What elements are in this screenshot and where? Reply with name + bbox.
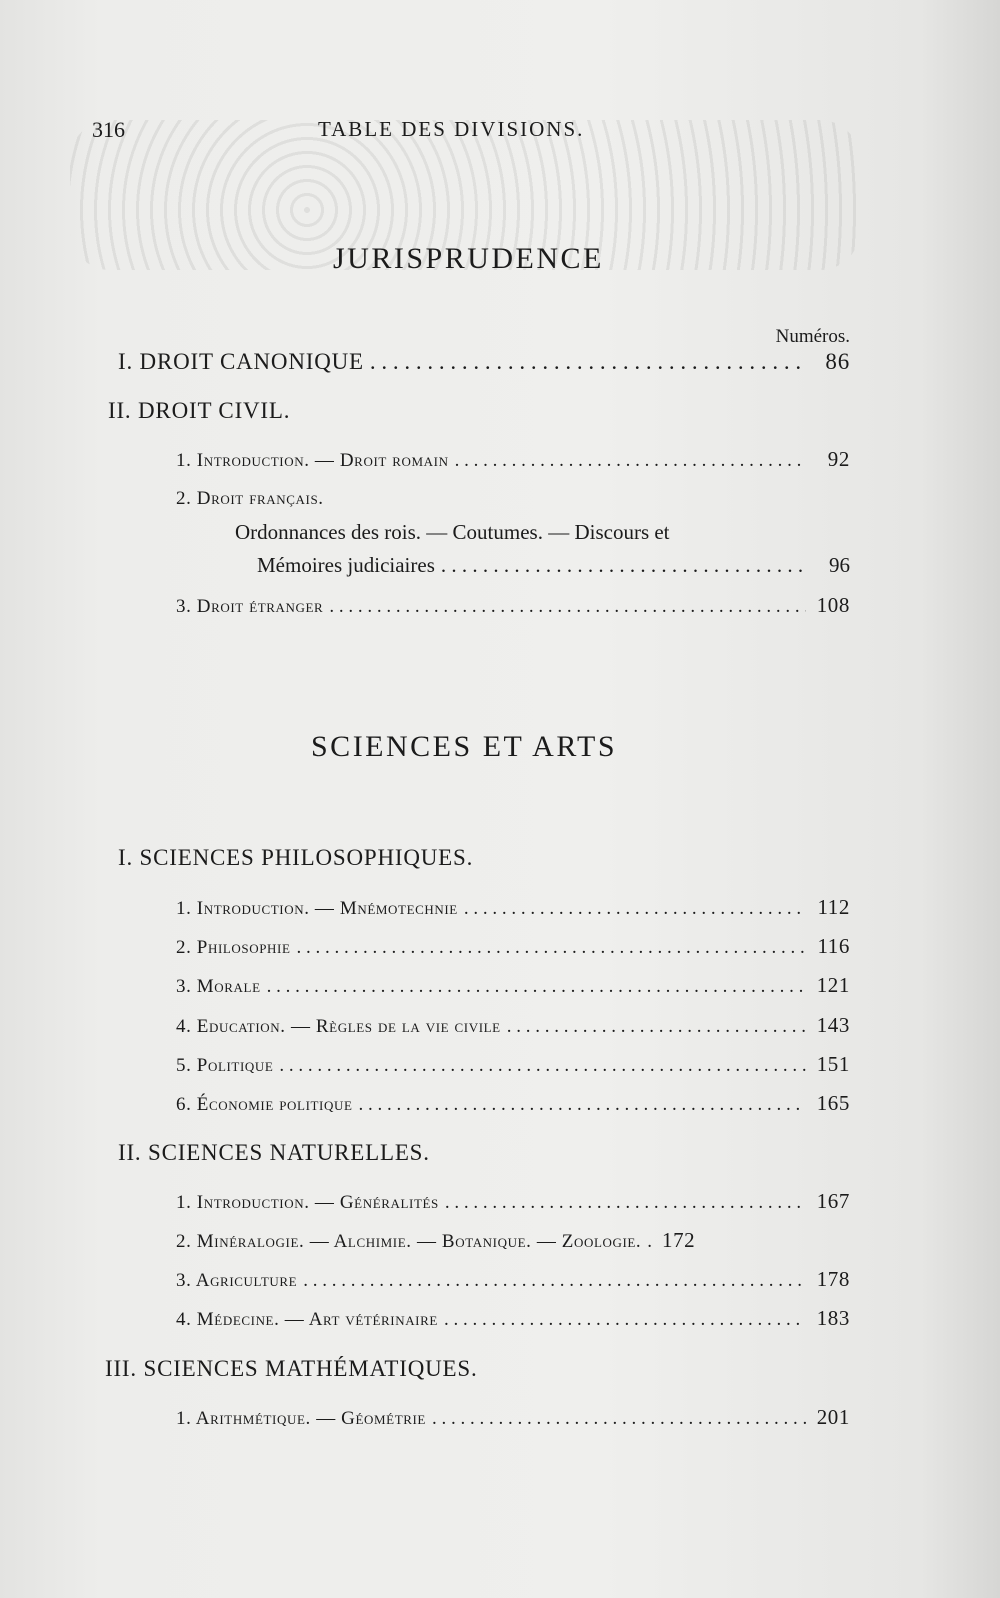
toc-label: 3. Droit étranger bbox=[176, 596, 324, 617]
leader-dots bbox=[329, 596, 806, 618]
toc-number: 201 bbox=[816, 1405, 850, 1429]
toc-entry bbox=[176, 973, 850, 998]
toc-number: 165 bbox=[816, 1091, 850, 1115]
toc-label: 3. Morale bbox=[176, 976, 261, 997]
running-title: TABLE DES DIVISIONS. bbox=[318, 117, 585, 141]
toc-number: 167 bbox=[816, 1189, 850, 1213]
toc-number: 151 bbox=[816, 1052, 850, 1076]
toc-entry bbox=[176, 447, 850, 472]
toc-entry bbox=[176, 1052, 850, 1077]
toc-label: 4. Education. — Règles de la vie civile bbox=[176, 1016, 501, 1037]
toc-number: 172 bbox=[661, 1228, 696, 1252]
leader-dots bbox=[267, 976, 806, 998]
toc-entry bbox=[176, 1091, 850, 1116]
page-number: 316 bbox=[92, 117, 125, 142]
leader-dots bbox=[507, 1016, 806, 1038]
leader-dots bbox=[441, 553, 806, 578]
leader-dots bbox=[279, 1055, 806, 1077]
leader-dots bbox=[647, 1231, 651, 1253]
leader-dots bbox=[464, 898, 806, 920]
toc-label: 1. Introduction. — Mnémotechnie bbox=[176, 898, 458, 919]
toc-number: 112 bbox=[817, 895, 850, 919]
toc-label: 4. Médecine. — Art vétérinaire bbox=[176, 1309, 438, 1330]
toc-number: 92 bbox=[827, 447, 850, 471]
toc-number: 86 bbox=[825, 349, 850, 374]
toc-text-line: Ordonnances des rois. — Coutumes. — Discours et bbox=[235, 520, 670, 544]
toc-entry bbox=[176, 1189, 850, 1214]
toc-entry bbox=[176, 895, 850, 920]
toc-entry bbox=[176, 934, 850, 959]
leader-dots bbox=[297, 937, 806, 959]
toc-label: 2. Minéralogie. — Alchimie. — Botanique. — Zoologie. bbox=[176, 1231, 642, 1252]
toc-label: 6. Économie politique bbox=[176, 1094, 353, 1115]
toc-number: 178 bbox=[816, 1267, 850, 1291]
toc-number: 143 bbox=[816, 1013, 850, 1037]
toc-entry bbox=[176, 1228, 850, 1253]
leader-dots bbox=[303, 1270, 806, 1292]
leader-dots bbox=[359, 1094, 807, 1116]
toc-entry bbox=[176, 1306, 850, 1331]
section-title-sciences: SCIENCES ET ARTS bbox=[311, 730, 618, 763]
toc-entry bbox=[118, 349, 850, 375]
leader-dots bbox=[444, 1309, 806, 1331]
toc-label: 2. Philosophie bbox=[176, 937, 291, 958]
toc-entry bbox=[257, 553, 850, 578]
toc-number: 108 bbox=[816, 593, 850, 617]
toc-entry bbox=[176, 1013, 850, 1038]
column-label-numeros: Numéros. bbox=[775, 326, 850, 347]
toc-heading: I. SCIENCES PHILOSOPHIQUES. bbox=[118, 845, 474, 870]
leader-dots bbox=[370, 349, 806, 375]
toc-heading: II. SCIENCES NATURELLES. bbox=[118, 1140, 430, 1165]
leader-dots bbox=[445, 1192, 806, 1214]
toc-heading: III. SCIENCES MATHÉMATIQUES. bbox=[105, 1356, 478, 1381]
toc-label: 5. Politique bbox=[176, 1055, 274, 1076]
toc-label: Mémoires judiciaires bbox=[257, 553, 435, 577]
toc-label: I. DROIT CANONIQUE bbox=[118, 349, 364, 374]
toc-heading: II. DROIT CIVIL. bbox=[108, 398, 291, 423]
leader-dots bbox=[432, 1408, 806, 1430]
toc-label: 1. Introduction. — Généralités bbox=[176, 1192, 439, 1213]
toc-entry bbox=[176, 593, 850, 618]
toc-label: 1. Arithmétique. — Géométrie bbox=[176, 1408, 426, 1429]
toc-label: 3. Agriculture bbox=[176, 1270, 298, 1291]
toc-number: 96 bbox=[829, 553, 850, 577]
toc-number: 121 bbox=[816, 973, 850, 997]
section-title-jurisprudence: JURISPRUDENCE bbox=[333, 242, 604, 275]
toc-label: 1. Introduction. — Droit romain bbox=[176, 450, 449, 471]
leader-dots bbox=[455, 450, 806, 472]
toc-entry bbox=[176, 1405, 850, 1430]
toc-number: 183 bbox=[816, 1306, 850, 1330]
toc-number: 116 bbox=[817, 934, 850, 958]
toc-entry bbox=[176, 1267, 850, 1292]
toc-subheading: 2. Droit français. bbox=[176, 488, 324, 509]
